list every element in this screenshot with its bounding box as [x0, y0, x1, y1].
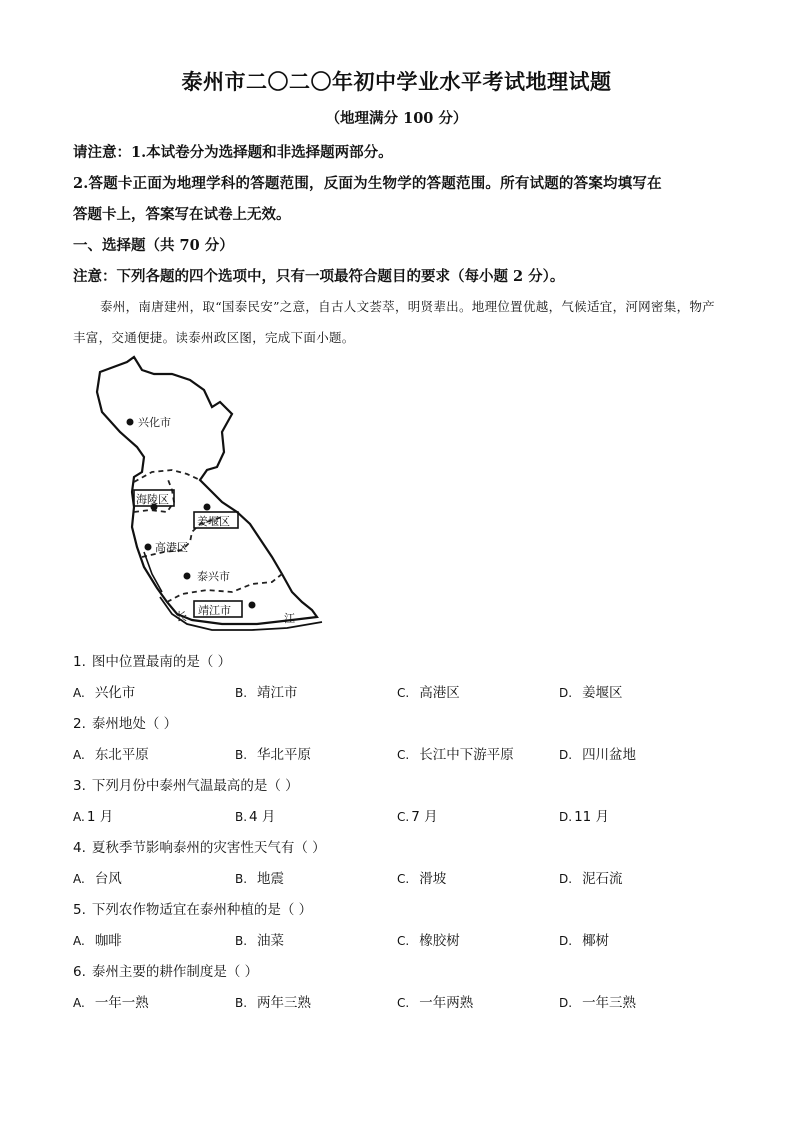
q3-option-c[interactable]: C. 7 月: [397, 809, 438, 825]
map-label-xinghua: 兴化市: [138, 416, 171, 429]
question-number: 4.: [73, 840, 86, 856]
q1-option-d[interactable]: D. 姜堰区: [559, 685, 623, 701]
map-label-gaogang: 高港区: [155, 541, 188, 554]
map-edge-mark-chang: 长: [176, 610, 187, 623]
question-3: [73, 774, 299, 794]
jingjiang-dot: [249, 602, 256, 609]
notice-line-1: 请注意：1.本试卷分为选择题和非选择题两部分。: [73, 144, 393, 161]
question-number: 3.: [73, 778, 86, 794]
q2-option-a[interactable]: A. 东北平原: [73, 747, 149, 763]
exam-title: 泰州市二〇二〇年初中学业水平考试地理试题: [181, 69, 612, 94]
q4-option-b[interactable]: B. 地震: [235, 871, 285, 887]
question-stem: 下列农作物适宜在泰州种植的是（ ）: [91, 902, 313, 918]
question-6: [73, 960, 258, 980]
question-1: [73, 650, 231, 670]
notice-line-2: 2.答题卡正面为地理学科的答题范围，反面为生物学的答题范围。所有试题的答案均填写在: [73, 175, 662, 192]
q1-option-a[interactable]: A. 兴化市: [73, 685, 136, 701]
notice-line-3: 答题卡上，答案写在试卷上无效。: [73, 206, 291, 223]
question-number: 2.: [73, 716, 86, 732]
q3-option-b[interactable]: B. 4 月: [235, 809, 276, 825]
gaogang-dot: [145, 544, 152, 551]
map-dashed-boundary-north: [134, 470, 200, 482]
question-number: 1.: [73, 654, 86, 670]
taixing-dot: [184, 573, 191, 580]
question-stem: 泰州主要的耕作制度是（ ）: [91, 964, 259, 980]
exam-subtitle: （地理满分 100 分）: [325, 110, 468, 127]
jiangyan-dot: [204, 504, 211, 511]
question-stem: 下列月份中泰州气温最高的是（ ）: [91, 778, 299, 794]
question-4: [73, 836, 326, 856]
q6-option-c[interactable]: C. 一年两熟: [397, 995, 474, 1011]
map-label-jingjiang: 靖江市: [198, 604, 231, 617]
q4-option-c[interactable]: C. 滑坡: [397, 871, 447, 887]
taizhou-district-map: [72, 352, 332, 642]
q2-option-d[interactable]: D. 四川盆地: [559, 747, 637, 763]
map-label-jiangyan: 姜堰区: [197, 515, 230, 528]
question-stem: 夏秋季节影响泰州的灾害性天气有（ ）: [91, 840, 326, 856]
reading-passage: 泰州，南唐建州，取“国泰民安”之意，自古人文荟萃，明贤辈出。地理位置优越，气候适宜，河网密集，物产丰富，交通便捷。读泰州政区图，完成下面小题。: [73, 299, 715, 345]
q3-option-d[interactable]: D. 11 月: [559, 809, 610, 825]
q5-option-c[interactable]: C. 橡胶树: [397, 933, 460, 949]
q2-option-c[interactable]: C. 长江中下游平原: [397, 747, 514, 763]
q3-option-a[interactable]: A. 1 月: [73, 809, 114, 825]
q4-option-a[interactable]: A. 台风: [73, 871, 122, 887]
section-note: 注意：下列各题的四个选项中，只有一项最符合题目的要求（每小题 2 分）。: [73, 268, 565, 285]
q1-option-b[interactable]: B. 靖江市: [235, 685, 298, 701]
question-2: [73, 712, 177, 732]
map-outer-boundary: [97, 357, 317, 624]
question-number: 5.: [73, 902, 86, 918]
map-edge-mark-jiang: 江: [284, 612, 295, 625]
q6-option-a[interactable]: A. 一年一熟: [73, 995, 149, 1011]
section-heading: 一、选择题（共 70 分）: [73, 237, 234, 254]
question-stem: 图中位置最南的是（ ）: [91, 654, 232, 670]
q5-option-d[interactable]: D. 椰树: [559, 933, 610, 949]
map-label-taixing: 泰兴市: [197, 570, 230, 583]
xinghua-dot: [127, 419, 134, 426]
question-number: 6.: [73, 964, 86, 980]
q6-option-d[interactable]: D. 一年三熟: [559, 995, 637, 1011]
q6-option-b[interactable]: B. 两年三熟: [235, 995, 312, 1011]
q1-option-c[interactable]: C. 高港区: [397, 685, 460, 701]
map-label-hailing: 海陵区: [136, 493, 169, 506]
question-5: [73, 898, 312, 918]
question-stem: 泰州地处（ ）: [91, 716, 178, 732]
q5-option-a[interactable]: A. 咖啡: [73, 933, 122, 949]
q4-option-d[interactable]: D. 泥石流: [559, 871, 623, 887]
q5-option-b[interactable]: B. 油菜: [235, 933, 285, 949]
q2-option-b[interactable]: B. 华北平原: [235, 747, 312, 763]
